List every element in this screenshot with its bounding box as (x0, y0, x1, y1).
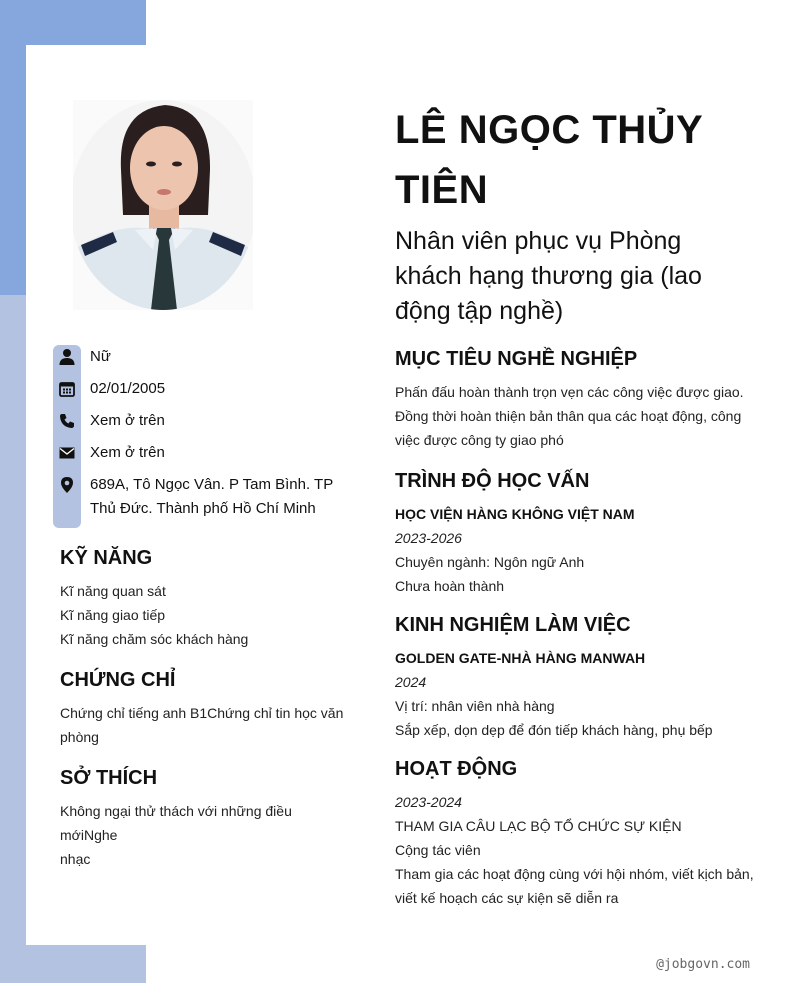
hobbies-section (60, 765, 352, 871)
hobbies-line: nhạc (60, 851, 91, 867)
certificates-heading: CHỨNG CHỈ (60, 669, 176, 691)
objective-line: việc được công ty giao phó (395, 432, 564, 448)
skills-heading: KỸ NĂNG (60, 547, 153, 569)
hobbies-heading: SỞ THÍCH (60, 767, 158, 789)
gender-text: Nữ (90, 348, 111, 365)
activities-section (395, 756, 755, 910)
objective-line: Đồng thời hoàn thiện bản thân qua các hoạt động, công (395, 408, 742, 424)
profile-photo (73, 100, 253, 310)
experience-position: Vị trí: nhân viên nhà hàng (395, 698, 555, 714)
objective-line: Phấn đấu hoàn thành trọn vẹn các công việc được giao. (395, 384, 744, 400)
phone-icon (58, 412, 76, 430)
company-name: GOLDEN GATE-NHÀ HÀNG MANWAH (395, 650, 646, 666)
address-line2: Thủ Đức. Thành phố Hồ Chí Minh (90, 500, 316, 517)
contact-strip (53, 345, 81, 528)
email-text: Xem ở trên (90, 444, 165, 461)
calendar-icon (58, 380, 76, 398)
watermark: @jobgovn.com (656, 957, 750, 972)
skill-item: Kĩ năng quan sát (60, 583, 166, 599)
skill-item: Kĩ năng giao tiếp (60, 607, 166, 623)
header-block (395, 100, 755, 329)
certificates-line: Chứng chỉ tiếng anh B1Chứng chỉ tin học văn (60, 705, 344, 721)
school-name: HỌC VIỆN HÀNG KHÔNG VIỆT NAM (395, 506, 635, 522)
objective-section (395, 346, 755, 452)
activities-heading: HOẠT ĐỘNG (395, 758, 518, 780)
activities-desc: viết kế hoạch các sự kiện sẽ diễn ra (395, 890, 619, 906)
experience-heading: KINH NGHIỆM LÀM VIỆC (395, 614, 631, 636)
phone-text: Xem ở trên (90, 412, 165, 429)
activities-period: 2023-2024 (395, 794, 462, 810)
skill-item: Kĩ năng chăm sóc khách hàng (60, 631, 249, 647)
education-heading: TRÌNH ĐỘ HỌC VẤN (395, 470, 590, 492)
location-icon (58, 476, 76, 494)
education-status: Chưa hoàn thành (395, 578, 505, 594)
email-icon (58, 444, 76, 462)
job-title-line: động tập nghề) (395, 297, 564, 325)
hobbies-line: Không ngại thử thách với những điều mớiNghe (60, 803, 292, 843)
activities-org: THAM GIA CÂU LẠC BỘ TỔ CHỨC SỰ KIỆN (395, 818, 682, 834)
user-icon (58, 348, 76, 366)
candidate-name-line2: TIÊN (395, 168, 489, 212)
job-title-line: khách hạng thương gia (lao (395, 262, 702, 290)
certificates-line: phòng (60, 729, 99, 745)
certificates-section (60, 667, 352, 749)
skills-section (60, 545, 352, 651)
birthday-text: 02/01/2005 (90, 380, 166, 397)
experience-period: 2024 (395, 674, 427, 690)
education-section (395, 468, 755, 598)
education-major: Chuyên ngành: Ngôn ngữ Anh (395, 554, 585, 570)
experience-section (395, 612, 755, 742)
activities-desc: Tham gia các hoạt động cùng với hội nhóm, viết kịch bản, (395, 866, 754, 882)
job-title-line: Nhân viên phục vụ Phòng (395, 227, 682, 255)
education-period: 2023-2026 (395, 530, 462, 546)
address-line1: 689A, Tô Ngọc Vân. P Tam Bình. TP (90, 476, 334, 493)
objective-heading: MỤC TIÊU NGHỀ NGHIỆP (395, 348, 638, 370)
activities-role: Cộng tác viên (395, 842, 481, 858)
candidate-name-line1: LÊ NGỌC THỦY (395, 108, 704, 152)
address-text (90, 473, 352, 521)
experience-duty: Sắp xếp, dọn dẹp để đón tiếp khách hàng, phụ bếp (395, 722, 713, 738)
